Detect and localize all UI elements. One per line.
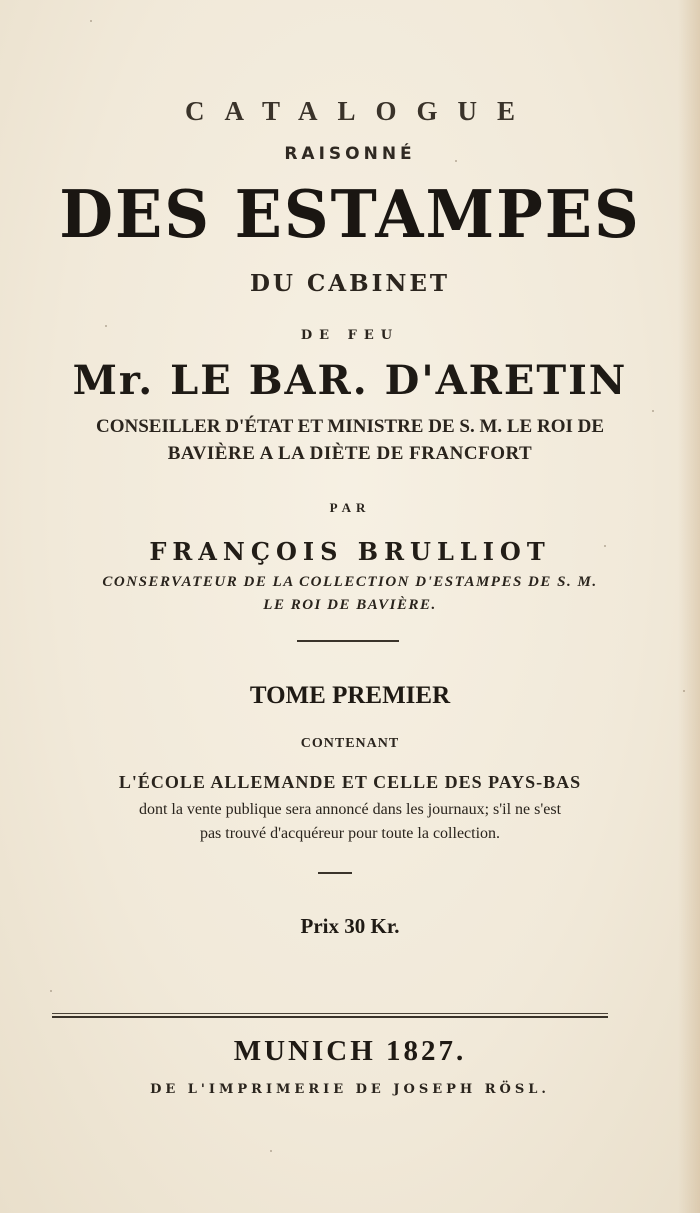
- raisonne-subheading: RAISONNÉ: [284, 144, 416, 164]
- place-year: MUNICH 1827.: [233, 1035, 467, 1067]
- paper-speck: [455, 160, 457, 162]
- author-name: FRANÇOIS BRULLIOT: [149, 537, 551, 566]
- paper-speck: [683, 690, 685, 692]
- content-line-2: dont la vente publique sera annoncé dans les journaux; s'il ne s'est: [138, 801, 562, 818]
- main-title: DES ESTAMPES: [59, 176, 641, 253]
- imprint-rule-thin: [52, 1013, 608, 1014]
- par-line: PAR: [329, 500, 371, 515]
- paper-speck: [105, 325, 107, 327]
- paper-speck: [50, 990, 52, 992]
- content-line-1: L'ÉCOLE ALLEMANDE ET CELLE DES PAYS-BAS: [118, 772, 582, 792]
- divider-rule: [297, 640, 399, 642]
- paper-speck: [270, 1150, 272, 1152]
- imprint-rule-thick: [52, 1016, 608, 1018]
- printer-line: DE L'IMPRIMERIE DE JOSEPH RÖSL.: [150, 1082, 550, 1097]
- content-line-3: pas trouvé d'acquéreur pour toute la collection.: [199, 825, 501, 842]
- paper-speck: [652, 410, 654, 412]
- person-name: Mr. LE BAR. D'ARETIN: [72, 357, 628, 404]
- de-feu-line: DE FEU: [300, 328, 400, 343]
- price-line: Prix 30 Kr.: [300, 914, 400, 938]
- short-divider: [318, 872, 352, 874]
- office-line-2: BAVIÈRE A LA DIÈTE DE FRANCFORT: [167, 443, 533, 464]
- author-title-line-1: CONSERVATEUR DE LA COLLECTION D'ESTAMPES DE S. M.: [102, 574, 598, 590]
- volume-heading: TOME PREMIER: [249, 682, 451, 709]
- catalogue-heading: CATALOGUE: [184, 96, 535, 126]
- paper-speck: [90, 20, 92, 22]
- paper-speck: [604, 545, 606, 547]
- author-title-line-2: LE ROI DE BAVIÈRE.: [263, 597, 437, 613]
- du-cabinet-line: DU CABINET: [249, 270, 451, 297]
- contenant-line: CONTENANT: [300, 736, 400, 751]
- office-line-1: CONSEILLER D'ÉTAT ET MINISTRE DE S. M. LE ROI DE: [95, 416, 605, 437]
